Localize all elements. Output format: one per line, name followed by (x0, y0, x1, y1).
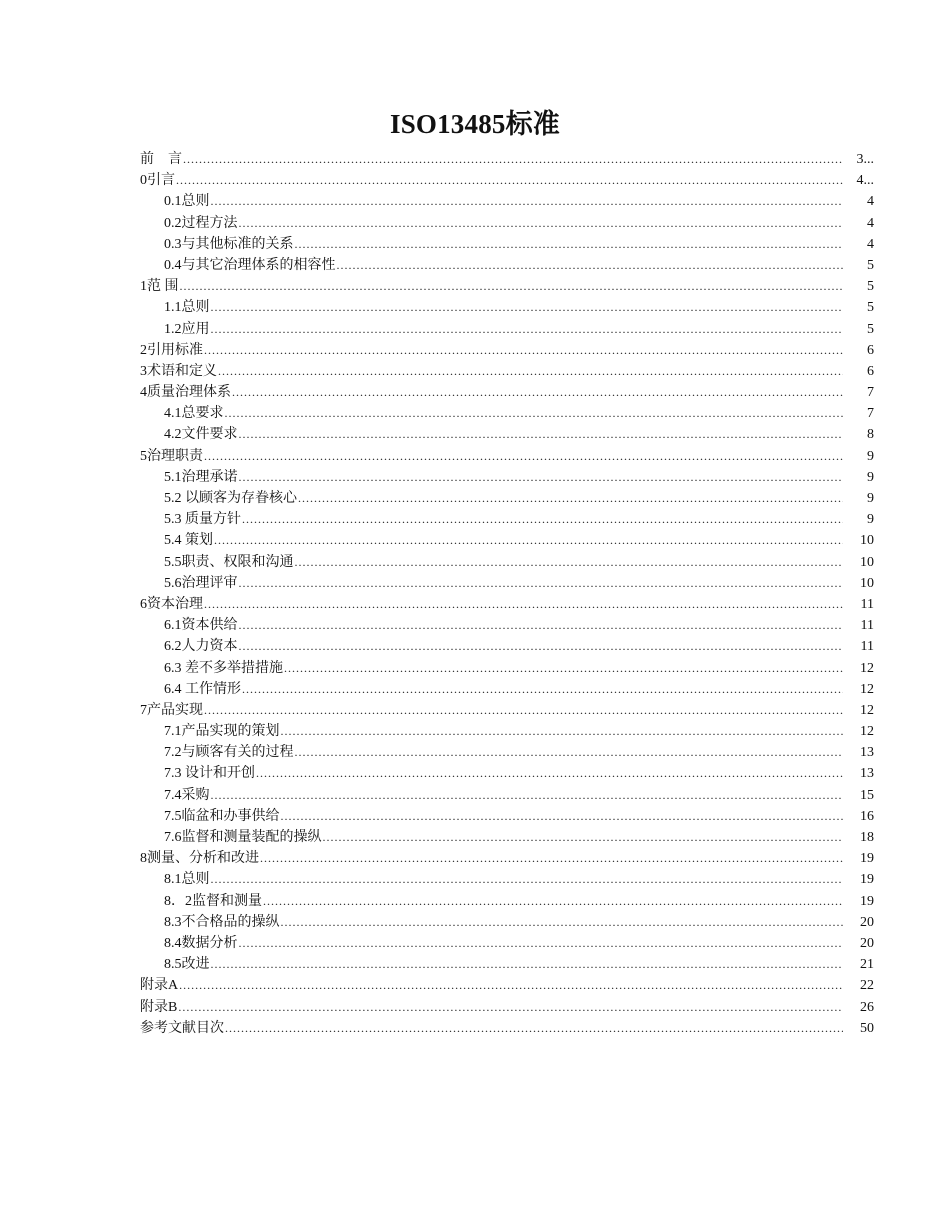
toc-dot-leader (204, 700, 843, 721)
toc-entry-label: 1.1总则 (164, 300, 210, 316)
toc-entry-label: 8.5改进 (164, 957, 210, 973)
toc-entry-page-number: 5 (867, 257, 874, 273)
toc-entry-page-number: 11 (860, 618, 874, 634)
toc-dot-leader (284, 658, 843, 679)
toc-dot-leader (176, 170, 843, 191)
toc-entry-page-number: 19 (860, 872, 874, 888)
toc-dot-leader (232, 382, 843, 403)
toc-dot-leader (298, 488, 843, 509)
toc-entry[interactable] (140, 869, 876, 890)
toc-entry[interactable] (140, 848, 876, 869)
toc-entry-label: 参考文献目次 (140, 1020, 224, 1036)
toc-entry[interactable] (140, 679, 876, 700)
toc-entry[interactable] (140, 763, 876, 784)
toc-entry-page-number: 3... (856, 152, 874, 167)
toc-entry-label: 8.4数据分析 (164, 935, 238, 951)
toc-entry-page-number: 5 (867, 279, 874, 295)
toc-dot-leader (263, 891, 843, 912)
toc-dot-leader (239, 467, 844, 488)
toc-dot-leader (180, 276, 844, 297)
toc-entry-page-number: 11 (860, 639, 874, 655)
toc-dot-leader (256, 763, 843, 784)
toc-entry-page-number: 22 (860, 978, 874, 994)
toc-entry[interactable] (140, 573, 876, 594)
toc-entry[interactable] (140, 403, 876, 424)
toc-dot-leader (211, 869, 844, 890)
toc-dot-leader (178, 997, 843, 1018)
toc-entry-label: 5.5职责、权限和沟通 (164, 554, 294, 570)
toc-entry[interactable] (140, 552, 876, 573)
toc-dot-leader (239, 213, 844, 234)
toc-dot-leader (204, 594, 843, 615)
toc-entry-page-number: 5 (867, 300, 874, 316)
toc-entry[interactable] (140, 382, 876, 403)
toc-dot-leader (323, 827, 844, 848)
toc-entry-label: 7.4采购 (164, 787, 210, 803)
toc-entry-label: 7.2与顾客有关的过程 (164, 745, 294, 761)
toc-entry-page-number: 26 (860, 999, 874, 1015)
toc-entry-page-number: 16 (860, 808, 874, 824)
toc-entry[interactable] (140, 446, 876, 467)
toc-dot-leader (211, 191, 844, 212)
toc-entry-page-number: 10 (860, 554, 874, 570)
toc-dot-leader (211, 785, 844, 806)
toc-entry-page-number: 11 (860, 596, 874, 612)
toc-entry-page-number: 19 (860, 893, 874, 909)
toc-entry[interactable] (140, 658, 876, 679)
toc-dot-leader (260, 848, 843, 869)
toc-entry-page-number: 18 (860, 830, 874, 845)
toc-entry-label: 5.2 以顾客为存眷核心 (164, 491, 297, 506)
toc-entry[interactable] (140, 742, 876, 763)
toc-entry[interactable] (140, 1018, 876, 1039)
toc-entry[interactable] (140, 255, 876, 276)
toc-dot-leader (218, 361, 843, 382)
toc-entry[interactable] (140, 615, 876, 636)
toc-entry-page-number: 12 (860, 724, 874, 740)
toc-entry-page-number: 10 (860, 575, 874, 591)
toc-entry[interactable] (140, 636, 876, 657)
toc-entry-label: 前 言 (140, 152, 182, 167)
toc-entry-label: 4.1总要求 (164, 406, 224, 422)
toc-dot-leader (214, 530, 843, 551)
toc-entry[interactable] (140, 721, 876, 742)
toc-dot-leader (225, 1018, 843, 1039)
toc-dot-leader (211, 297, 844, 318)
toc-dot-leader (239, 424, 844, 445)
toc-entry-page-number: 4... (856, 173, 874, 189)
toc-dot-leader (239, 933, 844, 954)
toc-entry[interactable] (140, 700, 876, 721)
toc-entry[interactable] (140, 297, 876, 318)
toc-entry-label: 4质量治理体系 (140, 385, 231, 401)
toc-dot-leader (239, 615, 844, 636)
toc-entry-page-number: 9 (867, 448, 874, 464)
toc-entry[interactable] (140, 933, 876, 954)
toc-dot-leader (239, 636, 844, 657)
toc-dot-leader (183, 149, 843, 170)
toc-entry[interactable] (140, 785, 876, 806)
toc-entry[interactable] (140, 191, 876, 212)
toc-entry-page-number: 7 (867, 406, 874, 422)
toc-entry-label: 6.3 差不多举措措施 (164, 660, 283, 676)
toc-entry[interactable] (140, 509, 876, 530)
toc-entry-label: 7.1产品实现的策划 (164, 724, 280, 740)
toc-entry-page-number: 15 (860, 787, 874, 803)
toc-entry[interactable] (140, 276, 876, 297)
toc-entry-label: 0.2过程方法 (164, 215, 238, 231)
toc-entry-page-number: 19 (860, 851, 874, 867)
toc-dot-leader (295, 234, 844, 255)
toc-dot-leader (242, 679, 843, 700)
toc-entry-page-number: 7 (867, 385, 874, 401)
toc-entry-page-number: 10 (860, 533, 874, 549)
table-of-contents (140, 149, 876, 1039)
toc-entry-page-number: 6 (867, 342, 874, 358)
toc-entry-page-number: 9 (867, 469, 874, 485)
toc-entry-label: 8.3不合格品的操纵 (164, 914, 280, 930)
toc-entry[interactable] (140, 806, 876, 827)
toc-entry-page-number: 12 (860, 681, 874, 697)
toc-dot-leader (281, 912, 844, 933)
toc-dot-leader (211, 319, 844, 340)
toc-entry[interactable] (140, 954, 876, 975)
toc-entry-label: 8．2监督和测量 (164, 893, 262, 909)
toc-entry[interactable] (140, 488, 876, 509)
toc-entry-label: 1范 围 (140, 279, 179, 295)
toc-dot-leader (295, 552, 844, 573)
toc-dot-leader (337, 255, 844, 276)
toc-dot-leader (239, 573, 844, 594)
toc-entry-page-number: 13 (860, 745, 874, 761)
toc-entry-page-number: 8 (867, 427, 874, 443)
toc-entry[interactable] (140, 827, 876, 848)
toc-entry[interactable] (140, 467, 876, 488)
toc-entry-label: 2引用标准 (140, 342, 203, 358)
toc-dot-leader (225, 403, 844, 424)
toc-entry[interactable] (140, 424, 876, 445)
toc-entry-page-number: 20 (860, 935, 874, 951)
toc-entry-label: 7.5临盆和办事供给 (164, 808, 280, 824)
toc-entry-page-number: 4 (867, 215, 874, 231)
toc-entry[interactable] (140, 594, 876, 615)
toc-entry-page-number: 9 (867, 491, 874, 506)
toc-entry[interactable] (140, 530, 876, 551)
toc-entry-label: 8.1总则 (164, 872, 210, 888)
toc-entry-label: 附录A (140, 978, 179, 994)
toc-entry-label: 5.6治理评审 (164, 575, 238, 591)
toc-entry-page-number: 21 (860, 957, 874, 973)
toc-entry-page-number: 12 (860, 660, 874, 676)
toc-dot-leader (295, 742, 844, 763)
toc-entry[interactable] (140, 891, 876, 912)
toc-entry-label: 3术语和定义 (140, 363, 217, 379)
toc-entry[interactable] (140, 975, 876, 996)
toc-entry[interactable] (140, 997, 876, 1018)
toc-entry-label: 附录B (140, 999, 178, 1015)
toc-entry-page-number: 9 (867, 512, 874, 528)
toc-entry-label: 6.1资本供给 (164, 618, 238, 634)
toc-entry[interactable] (140, 234, 876, 255)
toc-dot-leader (179, 975, 843, 996)
toc-entry-page-number: 13 (860, 766, 874, 782)
toc-entry[interactable] (140, 170, 876, 191)
toc-entry[interactable] (140, 213, 876, 234)
toc-entry[interactable] (140, 912, 876, 933)
toc-entry-page-number: 6 (867, 363, 874, 379)
toc-entry-label: 0.1总则 (164, 194, 210, 210)
toc-dot-leader (281, 721, 844, 742)
toc-entry-label: 7.3 设计和开创 (164, 766, 255, 782)
toc-entry-label: 0.3与其他标准的关系 (164, 236, 294, 252)
toc-dot-leader (281, 806, 844, 827)
toc-entry-page-number: 50 (860, 1020, 874, 1036)
toc-entry-page-number: 20 (860, 914, 874, 930)
toc-entry-label: 6.2人力资本 (164, 639, 238, 655)
toc-entry[interactable] (140, 319, 876, 340)
toc-dot-leader (204, 446, 843, 467)
document-title: ISO13485标准 (389, 109, 561, 139)
toc-entry-label: 5.4 策划 (164, 533, 213, 549)
toc-entry-label: 6.4 工作情形 (164, 681, 241, 697)
toc-entry-page-number: 5 (867, 321, 874, 337)
toc-dot-leader (242, 509, 843, 530)
toc-dot-leader (211, 954, 844, 975)
toc-entry-label: 7产品实现 (140, 702, 203, 718)
toc-entry-label: 7.6监督和测量装配的操纵 (164, 830, 322, 845)
toc-entry-page-number: 4 (867, 194, 874, 210)
toc-entry[interactable] (140, 149, 876, 170)
toc-entry[interactable] (140, 361, 876, 382)
toc-entry-label: 5.3 质量方针 (164, 512, 241, 528)
toc-entry-page-number: 4 (867, 236, 874, 252)
toc-entry-label: 8测量、分析和改进 (140, 851, 259, 867)
toc-entry-label: 0.4与其它治理体系的相容性 (164, 257, 336, 273)
toc-entry[interactable] (140, 340, 876, 361)
toc-entry-label: 1.2应用 (164, 321, 210, 337)
toc-entry-label: 6资本治理 (140, 596, 203, 612)
toc-dot-leader (204, 340, 843, 361)
toc-entry-page-number: 12 (860, 702, 874, 718)
toc-entry-label: 5.1治理承诺 (164, 469, 238, 485)
toc-entry-label: 0引言 (140, 173, 175, 189)
toc-entry-label: 4.2文件要求 (164, 427, 238, 443)
toc-entry-label: 5治理职责 (140, 448, 203, 464)
